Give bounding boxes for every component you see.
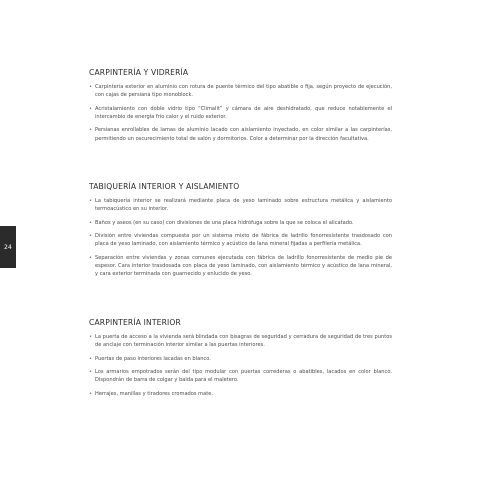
item-text: Baños y aseos (en su caso) con divisiones de una placa hidrófuga sobre la que se coloca el alicatado. (95, 219, 354, 226)
list-item (89, 390, 392, 398)
list-item (89, 333, 392, 349)
bullet-icon: • (89, 233, 93, 240)
section-title: TABIQUERÍA INTERIOR Y AISLAMIENTO (89, 182, 240, 191)
section-carpinteria-vidreria (89, 68, 392, 148)
list-item (89, 254, 392, 279)
section-title: CARPINTERÍA Y VIDRERÍA (89, 68, 189, 77)
item-text: Carpintería exterior en aluminio con rotura de puente térmico del tipo abatible o fija, según proyecto de ejecución, con cajas de persiana tipo monoblock. (95, 84, 392, 99)
bullet-icon: • (89, 198, 93, 204)
bullet-icon: • (89, 127, 93, 134)
list-item (89, 368, 392, 384)
section-title: CARPINTERÍA INTERIOR (89, 318, 181, 327)
bullet-icon: • (89, 369, 93, 376)
list-item (89, 126, 392, 142)
list-item (89, 232, 392, 248)
list-item (89, 355, 392, 363)
item-text: La puerta de acceso a la vivienda será blindada con bisagras de seguridad y cerradura de seguridad de tres puntos de anclaje con terminación interior similar a las puertas interiores. (95, 334, 392, 349)
bullet-icon: • (89, 390, 93, 397)
bullet-icon: • (89, 105, 93, 112)
item-text: Puertas de paso interiores lacadas en blanco. (95, 355, 211, 362)
bullet-icon: • (89, 254, 93, 261)
item-text: Herrajes, manillas y tiradores cromados mate. (95, 390, 214, 397)
bullet-icon: • (89, 334, 93, 340)
bullet-icon: • (89, 84, 93, 90)
list-item (89, 197, 392, 213)
item-text: Separación entre viviendas y zonas comunes ejecutada con fábrica de ladrillo fonorresistente de medio pie de espesor. Cara interior trasdosada con placa de yeso laminado, con aislamiento térmico y acústico de lana mineral, y cara exterior terminada con guarnecido y enlucido de yeso. (95, 254, 392, 278)
item-list (89, 83, 392, 143)
section-carpinteria-interior (89, 318, 392, 403)
list-item (89, 83, 392, 99)
item-text: La tabiquería interior se realizará mediante placa de yeso laminado sobre estructura metálica y aislamiento termoacústico en su interior. (95, 198, 392, 213)
list-item (89, 219, 392, 227)
bullet-icon: • (89, 355, 93, 362)
page-number-tab (0, 226, 16, 268)
item-text: División entre viviendas compuesta por un sistema mixto de fábrica de ladrillo fonorresistente trasdosado con placa de yeso laminado, con aislamiento térmico y acústico de lana mineral fijadas a perfilería metálica. (95, 233, 392, 248)
item-text: Acristalamiento con doble vidrio tipo “Climalit” y cámara de aire deshidratado, que reduce notablemente el intercambio de energía frío calor y el ruido exterior. (95, 105, 392, 120)
item-list (89, 333, 392, 398)
bullet-icon: • (89, 219, 93, 226)
page-number: 24 (3, 243, 13, 251)
list-item (89, 105, 392, 121)
item-text: Persianas enrollables de lamas de aluminio lacado con aislamiento inyectado, en color similar a las carpinterías, permitiendo un oscurecimiento total de salón y dormitorios. Color a determinar por la dirección facultativa. (95, 127, 392, 142)
item-list (89, 197, 392, 279)
item-text: Los armarios empotrados serán del tipo modular con puertas correderas o abatibles, lacados en color blanco. Dispondrán de barra de colgar y balda para el maletero. (95, 369, 392, 384)
section-tabiqueria-aislamiento (89, 182, 392, 284)
